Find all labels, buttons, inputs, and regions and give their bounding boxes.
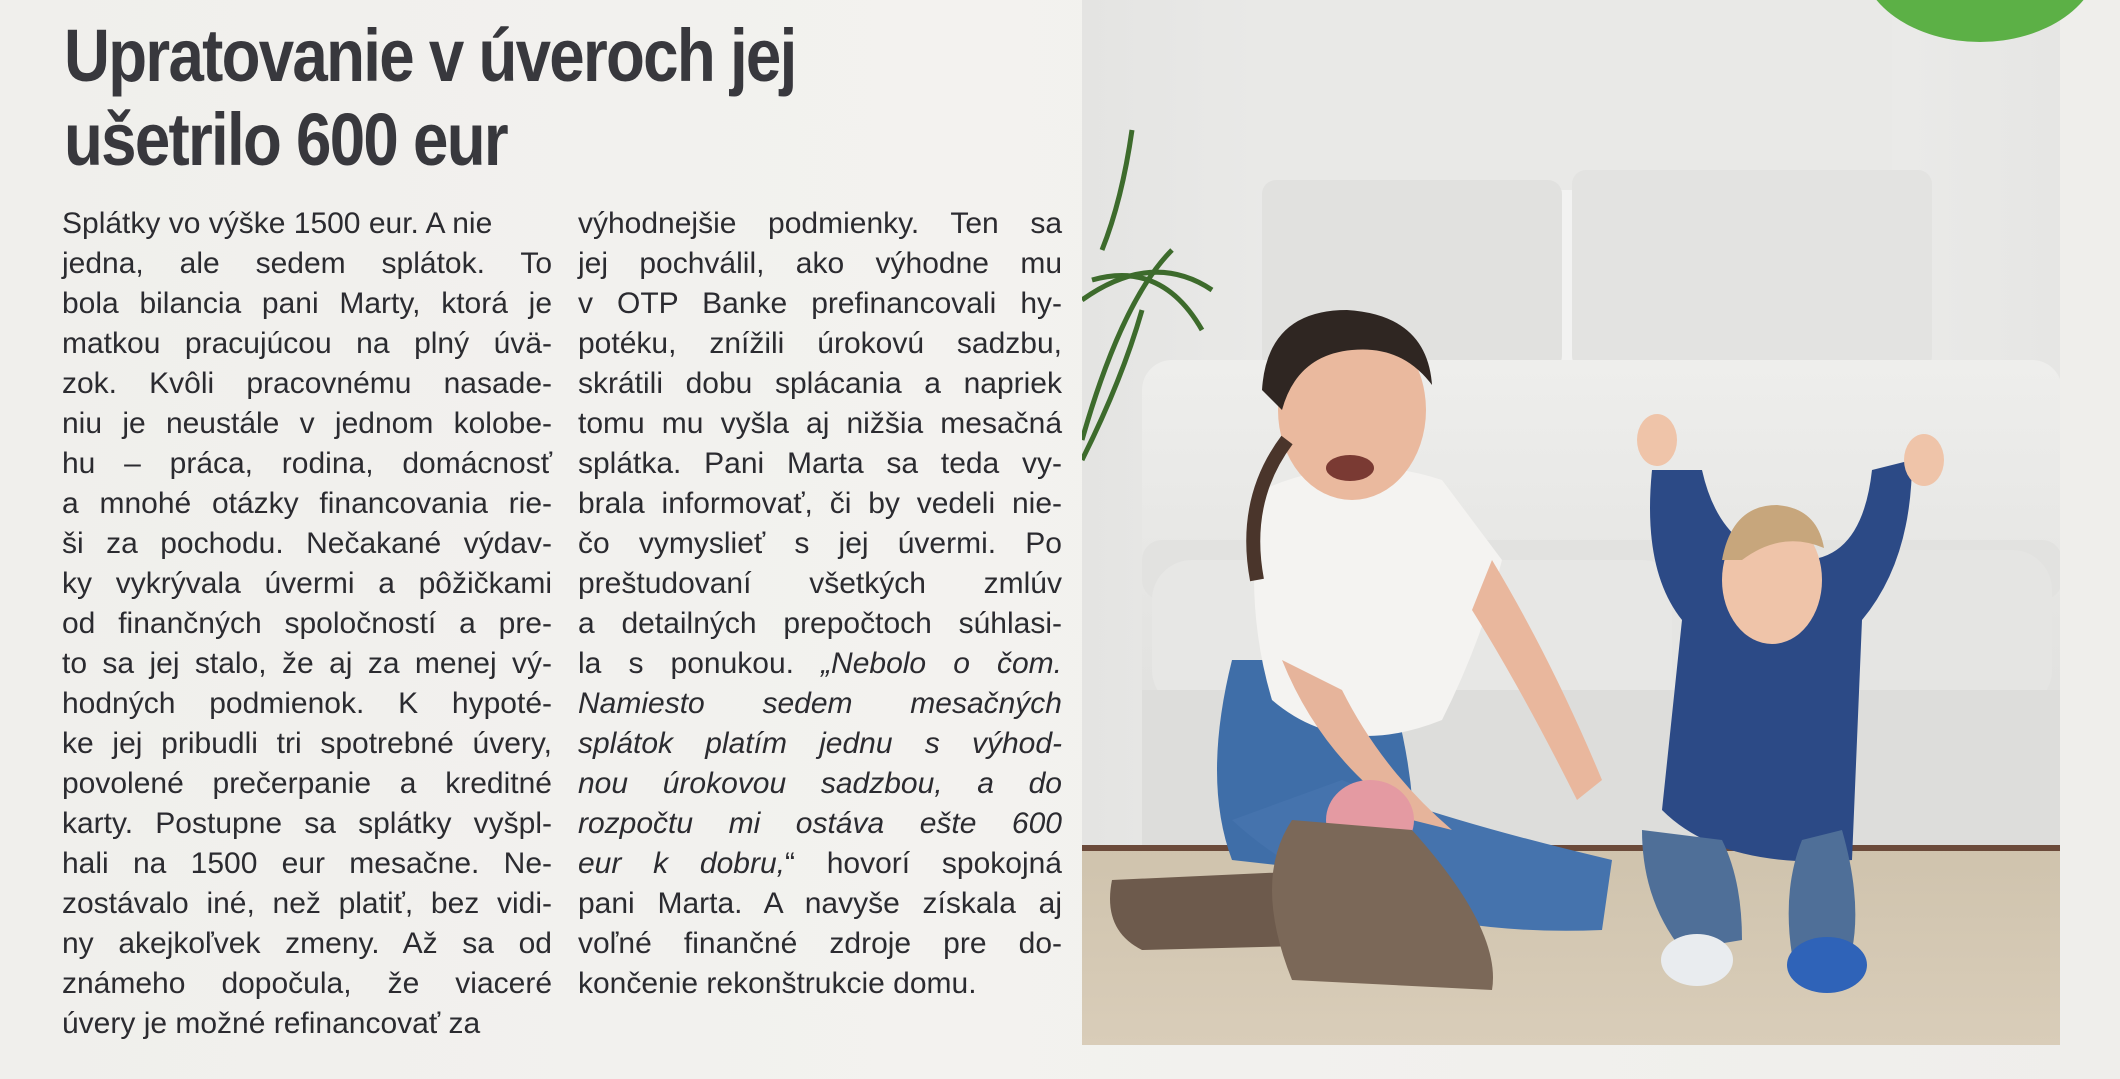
headline-line: ušetrilo 600 eur (64, 98, 507, 181)
quote-line: Namiesto sedem mesačných (578, 687, 1062, 720)
text-line: ny akejkoľvek zmeny. Až sa od (62, 927, 552, 960)
text-line: preštudovaní všetkých zmlúv (578, 567, 1062, 600)
text-line: v OTP Banke prefinancovali hy- (578, 287, 1062, 320)
text-line: končenie rekonštrukcie domu. (578, 967, 977, 1000)
text-line: matkou pracujúcou na plný úvä- (62, 327, 552, 360)
article-column-1 (62, 204, 552, 1044)
text-line: hodných podmienok. K hypoté- (62, 687, 552, 720)
text-line: jej pochválil, ako výhodne mu (578, 247, 1062, 280)
text-line-mixed (578, 844, 1062, 884)
text-line: brala informovať, či by vedeli nie- (578, 487, 1062, 520)
text-line: známeho dopočula, že viaceré (62, 967, 552, 1000)
quote-line: rozpočtu mi ostáva ešte 600 (578, 807, 1062, 840)
text-line: jedna, ale sedem splátok. To (62, 247, 552, 280)
text-line: hu – práca, rodina, domácnosť (62, 447, 552, 480)
text-line: čo vymyslieť s jej úvermi. Po (578, 527, 1062, 560)
mother-and-baby-photo (1082, 0, 2060, 1045)
text-line: niu je neustále v jednom kolobe- (62, 407, 552, 440)
text-line: ke jej pribudli tri spotrebné úvery, (62, 727, 552, 760)
text-line: Splátky vo výške 1500 eur. A nie (62, 207, 493, 240)
text-segment: “ hovorí spokojná (784, 847, 1062, 880)
text-line: splátka. Pani Marta sa teda vy- (578, 447, 1062, 480)
text-line: hali na 1500 eur mesačne. Ne- (62, 847, 552, 880)
text-line: výhodnejšie podmienky. Ten sa (578, 207, 1062, 240)
text-line: potéku, znížili úrokovú sadzbu, (578, 327, 1062, 360)
quote-segment: „Nebolo o čom. (821, 647, 1062, 680)
text-line: ši za pochodu. Nečakané výdav- (62, 527, 552, 560)
text-line: úvery je možné refinancovať za (62, 1007, 481, 1040)
text-line: bola bilancia pani Marty, ktorá je (62, 287, 552, 320)
text-line: zok. Kvôli pracovnému nasade- (62, 367, 552, 400)
text-line-mixed (578, 644, 1062, 684)
article-headline (64, 14, 924, 182)
text-line: tomu mu vyšla aj nižšia mesačná (578, 407, 1062, 440)
text-line: od finančných spoločností a pre- (62, 607, 552, 640)
text-line: ky vykrývala úvermi a pôžičkami (62, 567, 552, 600)
quote-line: splátok platím jednu s výhod- (578, 727, 1062, 760)
headline-line: Upratovanie v úveroch jej (64, 14, 796, 97)
text-line: povolené prečerpanie a kreditné (62, 767, 552, 800)
text-segment: la s ponukou. (578, 647, 822, 680)
text-line: pani Marta. A navyše získala aj (578, 887, 1062, 920)
text-line: zostávalo iné, než platiť, bez vidi- (62, 887, 552, 920)
text-line: a mnohé otázky financovania rie- (62, 487, 552, 520)
photo-illustration (1082, 0, 2060, 1045)
article-column-2 (578, 204, 1062, 1004)
quote-line: nou úrokovou sadzbou, a do (578, 767, 1062, 800)
quote-segment: eur k dobru, (578, 847, 785, 880)
text-line: a detailných prepočtoch súhlasi- (578, 607, 1062, 640)
text-line: to sa jej stalo, že aj za menej vý- (62, 647, 552, 680)
text-line: karty. Postupne sa splátky vyšpl- (62, 807, 552, 840)
text-line: skrátili dobu splácania a napriek (578, 367, 1062, 400)
text-line: voľné finančné zdroje pre do- (578, 927, 1062, 960)
